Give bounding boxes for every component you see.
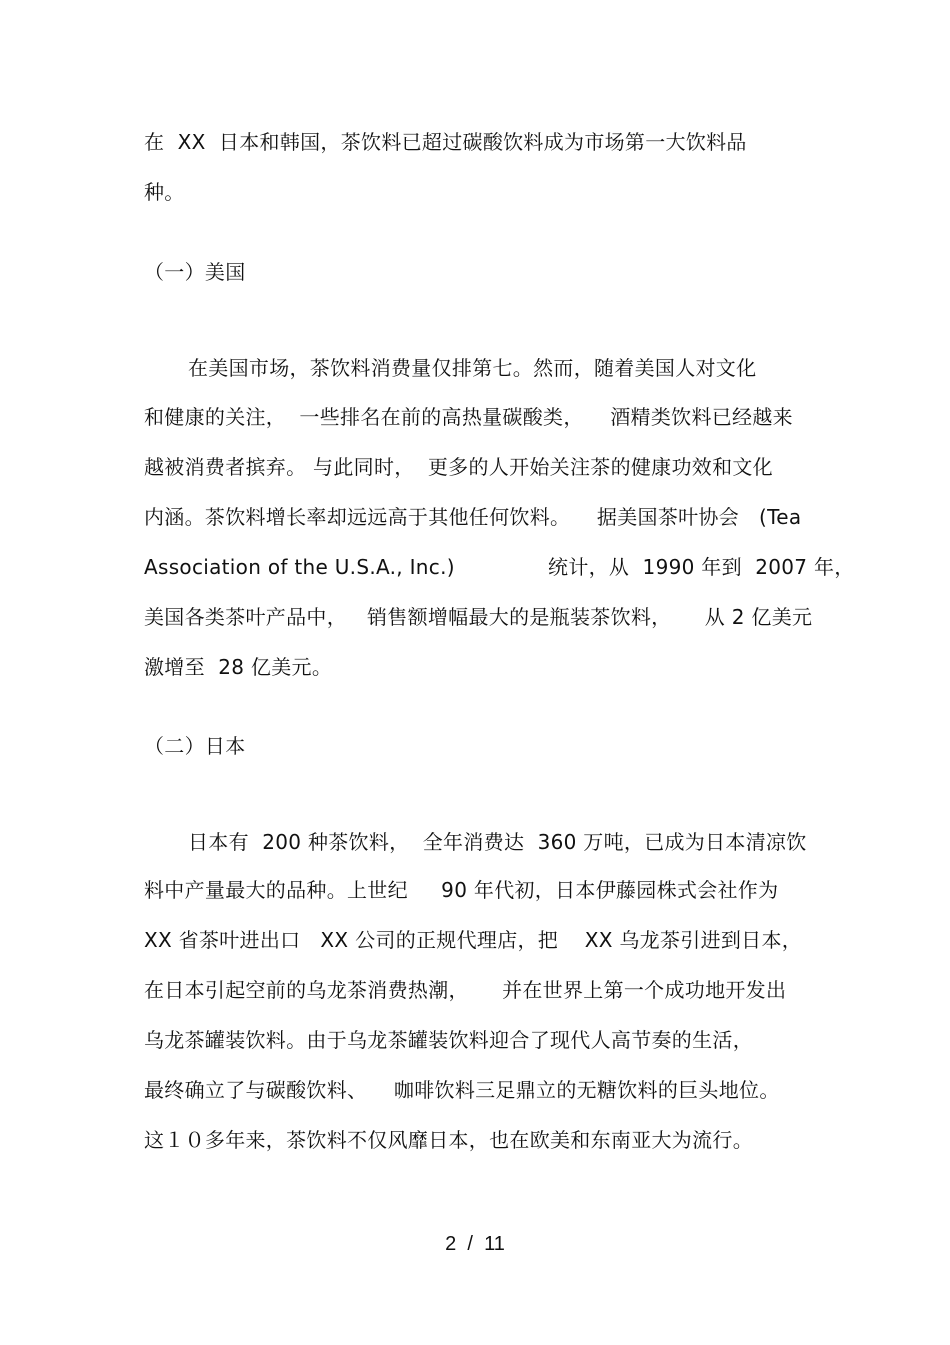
usa-line-7: 激增至 28 亿美元。 (144, 655, 333, 679)
japan-line-3: XX 省茶叶进出口 XX 公司的正规代理店，把 XX 乌龙茶引进到日本， (144, 928, 803, 952)
page-number: 2 / 11 (445, 1233, 505, 1255)
usa-line-4: 内涵。茶饮料增长率却远远高于其他任何饮料。 据美国茶叶协会 (Tea (144, 505, 802, 529)
usa-line-1: 在美国市场，茶饮料消费量仅排第七。然而，随着美国人对文化 (188, 356, 757, 380)
usa-line-5: Association of the U.S.A., Inc.) 统计，从 1990 年到 2007 年， (144, 555, 855, 579)
japan-line-7: 这１０多年来，茶饮料不仅风靡日本，也在欧美和东南亚大为流行。 (144, 1128, 753, 1152)
japan-line-5: 乌龙茶罐装饮料。由于乌龙茶罐装饮料迎合了现代人高节奏的生活， (144, 1028, 753, 1052)
intro-line-1: 在 XX 日本和韩国，茶饮料已超过碳酸饮料成为市场第一大饮料品 (144, 130, 747, 154)
japan-line-1: 日本有 200 种茶饮料， 全年消费达 360 万吨，已成为日本清凉饮 (188, 830, 807, 854)
intro-line-2: 种。 (144, 180, 185, 204)
japan-line-4: 在日本引起空前的乌龙茶消费热潮， 并在世界上第一个成功地开发出 (144, 978, 787, 1002)
section-heading-usa: （一）美国 (144, 260, 246, 284)
section-heading-japan: （二）日本 (144, 734, 246, 758)
usa-line-6: 美国各类茶叶产品中， 销售额增幅最大的是瓶装茶饮料， 从 2 亿美元 (144, 605, 813, 629)
japan-line-2: 料中产量最大的品种。上世纪 90 年代初，日本伊藤园株式会社作为 (144, 878, 779, 902)
usa-line-2: 和健康的关注， 一些排名在前的高热量碳酸类， 酒精类饮料已经越来 (144, 405, 793, 429)
japan-line-6: 最终确立了与碳酸饮料、 咖啡饮料三足鼎立的无糖饮料的巨头地位。 (144, 1078, 780, 1102)
usa-line-3: 越被消费者摈弃。 与此同时， 更多的人开始关注茶的健康功效和文化 (144, 455, 773, 479)
